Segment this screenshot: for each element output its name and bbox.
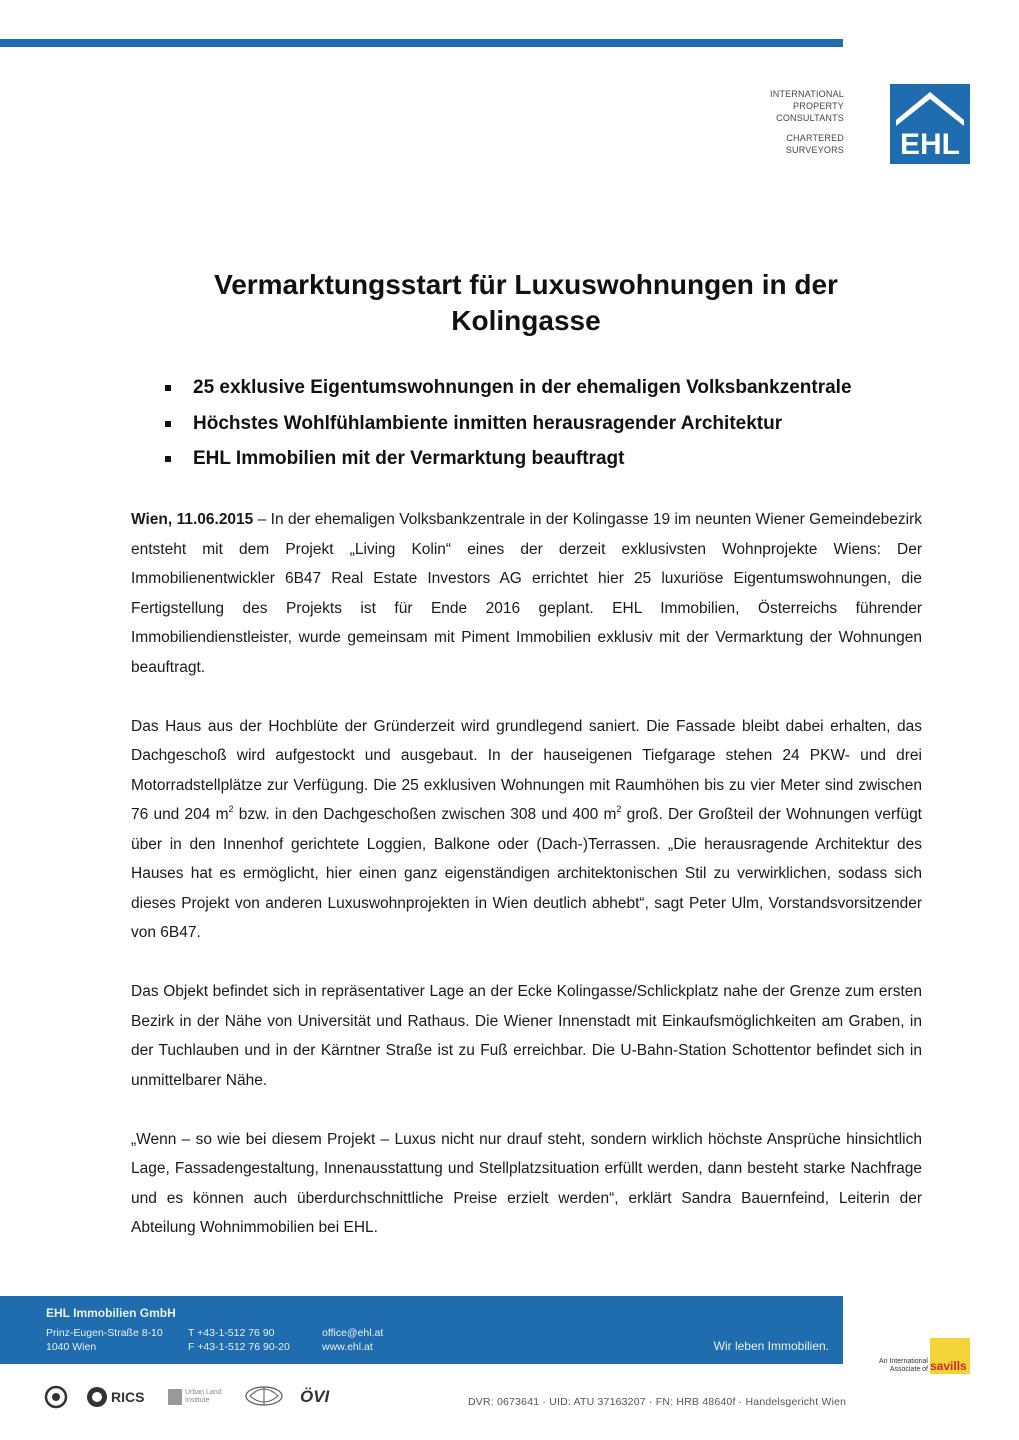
logo-text: EHL [900, 128, 960, 161]
tagline-line: INTERNATIONAL [770, 89, 844, 99]
press-release-body [131, 505, 922, 1272]
title-line: Kolingasse [451, 305, 601, 336]
dateline: Wien, 11.06.2015 [131, 511, 254, 528]
fiabci-emblem-icon [242, 1382, 286, 1412]
highlight-text: 25 exklusive Eigentumswohnungen in der ehemaligen Volksbankzentrale [193, 377, 852, 398]
rics-emblem-icon [86, 1386, 108, 1408]
top-rule [0, 39, 843, 47]
paragraph-location: Das Objekt befindet sich in repräsentativer Lage an der Ecke Kolingasse/Schlickplatz nahe der Grenze zum ersten Bezirk in der Nähe von Universität und Rathaus. Die Wiener Innenstadt mit Einkaufsmöglichkeiten am Graben, in der Tuchlauben und in der Kärntner Straße ist zu Fuß erreichbar. Die U-Bahn-Station Schottentor befindet sich in unmittelbarer Nähe. [131, 983, 922, 1089]
highlight-list [160, 370, 960, 477]
associate-label: An International Associate of [878, 1358, 928, 1373]
uli-label-line: Urban Land [185, 1389, 222, 1396]
paragraph-building: Das Haus aus der Hochblüte der Gründerzeit wird grundlegend saniert. Die Fassade bleibt dabei erhalten, das Dachgeschoß wird aufgestockt und ausgebaut. In der hauseigenen Tiefgarage stehen 24 PKW- und drei Motorradstellplätze zur Verfügung. Die 25 exklusiven Wohnungen mit Raumhöhen bis zu vier Meter sind zwischen 76 und 204 $m^2$ bzw. in den Dachgeschoßen zwischen 308 und 400 $m^2$ groß. Der Großteil der Wohnungen verfügt über in den Innenhof gerichtete Loggien, Balkone oder (Dach-)Terrassen. „Die herausragende Architektur des Hauses hat es ermöglicht, hier einen ganz eigenständigen architektonischen Stil zu verwirklichen, sodass sich dieses Projekt von anderen Luxuswohnprojekten in Wien deutlich abhebt“, sagt Peter Ulm, Vorstandsvorsitzender von 6B47. [131, 717, 922, 941]
highlight-item [160, 406, 960, 442]
footer-street: Prinz-Eugen-Straße 8-10 [46, 1327, 163, 1339]
footer-slogan: Wir leben Immobilien. [713, 1339, 829, 1353]
paragraph-intro: Wien, 11.06.2015 – In der ehemaligen Volksbankzentrale in der Kolingasse 19 im neunten Wiener Gemeindebezirk entsteht mit dem Projekt „Living Kolin“ eines der derzeit exklusivsten Wohnprojekte Wiens: Der Immobilienentwickler 6B47 Real Estate Investors AG errichtet hier 25 luxuriöse Eigentumswohnungen, die Fertigstellung des Projekts ist für Ende 2016 geplant. EHL Immobilien, Österreichs führender Immobiliendienstleister, wurde gemeinsam mit Piment Immobilien exklusiv mit der Vermarktung der Wohnungen beauftragt. [131, 511, 922, 676]
bullet-square-icon [165, 421, 171, 427]
paragraph-quote: „Wenn – so wie bei diesem Projekt – Luxus nicht nur drauf steht, sondern wirklich höchste Ansprüche hinsichtlich Lage, Fassadengestaltung, Innenausstattung und Stellplatzsituation erfüllt werden, dann besteht starke Nachfrage und es können auch überdurchschnittliche Preise erzielt werden“, erklärt Sandra Bauernfeind, Leiterin der Abteilung Wohnimmobilien bei EHL. [131, 1130, 922, 1236]
certification-seal-icon [44, 1382, 68, 1412]
savills-wordmark: savills [930, 1359, 967, 1373]
page-title [100, 267, 952, 339]
footer-fax: F +43-1-512 76 90-20 [188, 1341, 290, 1353]
registry-info: DVR: 0673641 · UID: ATU 37163207 · FN: HRB 48640f · Handelsgericht Wien [468, 1396, 847, 1408]
footer-email-link[interactable]: office@ehl.at [322, 1327, 384, 1339]
title-line: Vermarktungsstart für Luxuswohnungen in der [214, 269, 838, 300]
footer-web-link[interactable]: www.ehl.at [322, 1341, 373, 1353]
footer-contact-band [0, 1296, 843, 1364]
bullet-square-icon [165, 385, 171, 391]
uli-logo [168, 1382, 222, 1412]
footer-phone: T +43-1-512 76 90 [188, 1327, 275, 1339]
footer-city: 1040 Wien [46, 1341, 97, 1353]
tagline-line: CHARTERED [786, 133, 844, 143]
ovi-logo [300, 1382, 329, 1412]
bullet-square-icon [165, 456, 171, 462]
highlight-text: EHL Immobilien mit der Vermarktung beauftragt [193, 448, 625, 469]
highlight-item [160, 441, 960, 477]
uli-emblem-icon [168, 1389, 182, 1405]
tagline-line: SURVEYORS [785, 145, 844, 155]
tagline-line: CONSULTANTS [776, 113, 844, 123]
ovi-label: ÖVI [300, 1387, 330, 1406]
consultants-tagline [740, 88, 844, 156]
ehl-logo [890, 84, 970, 164]
rics-label: RICS [111, 1389, 145, 1405]
tagline-line: PROPERTY [793, 101, 844, 111]
uli-label-line: Institute [185, 1397, 210, 1404]
highlight-text: Höchstes Wohlfühlambiente inmitten herausragender Architektur [193, 412, 783, 434]
rics-logo [86, 1382, 144, 1412]
footer-company: EHL Immobilien GmbH [46, 1306, 176, 1320]
highlight-item [160, 370, 960, 406]
savills-associate-logo [876, 1338, 970, 1376]
